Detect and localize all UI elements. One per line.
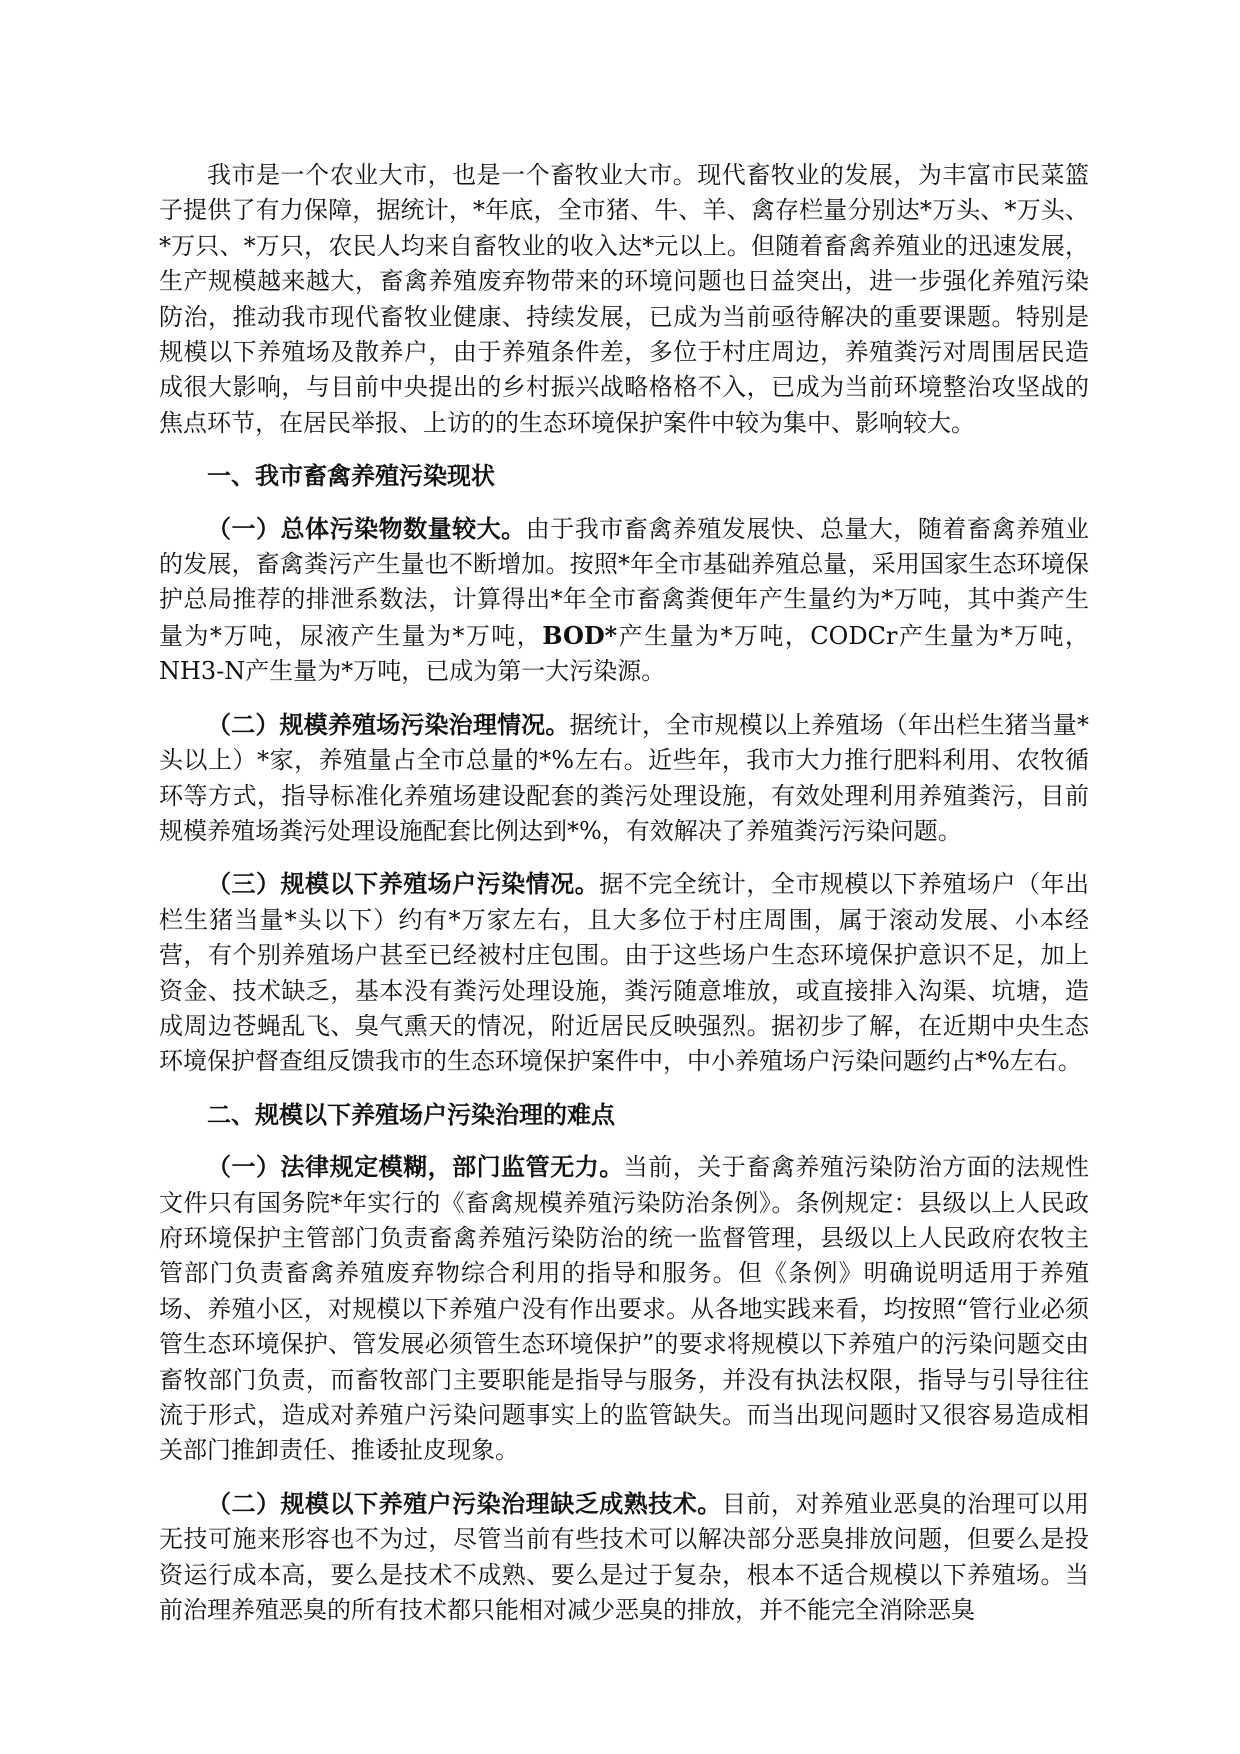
paragraph-lead: （二）规模养殖场污染治理情况。 [207, 709, 570, 739]
paragraph-text: 据统计，全市规模以上养殖场（年出栏生猪当量*头以上）*家，养殖量占全市总量的*%左右。近些年，我市大力推行肥料利用、农牧循环等方式，指导标准化养殖场建设配套的粪污处理设施，有效处理利用养殖粪污，目前规模养殖场粪污处理设施配套比例达到*%，有效解决了养殖粪污污染问题。 [159, 710, 1089, 845]
section-2-paragraph-2 [159, 1486, 1089, 1629]
paragraph-text: 当前，关于畜禽养殖污染防治方面的法规性文件只有国务院*年实行的《畜禽规模养殖污染防治条例》。条例规定：县级以上人民政府环境保护主管部门负责畜禽养殖污染防治的统一监督管理，县级以上人民政府农牧主管部门负责畜禽养殖废弃物综合利用的指导和服务。但《条例》明确说明适用于养殖场、养殖小区，对规模以下养殖户没有作出要求。从各地实践来看，均按照“管行业必须管生态环境保护、管发展必须管生态环境保护”的要求将规模以下养殖户的污染问题交由畜牧部门负责，而畜牧部门主要职能是指导与服务，并没有执法权限，指导与引导往往流于形式，造成对养殖户污染问题事实上的监管缺失。而当出现问题时又很容易造成相关部门推卸责任、推诿扯皮现象。 [159, 1153, 1090, 1465]
intro-paragraph: 我市是一个农业大市，也是一个畜牧业大市。现代畜牧业的发展，为丰富市民菜篮子提供了有力保障，据统计，*年底，全市猪、牛、羊、禽存栏量分别达*万头、*万头、*万只、*万只，农民人均来自畜牧业的收入达*元以上。但随着畜禽养殖业的迅速发展，生产规模越来越大，畜禽养殖废弃物带来的环境问题也日益突出，进一步强化养殖污染防治，推动我市现代畜牧业健康、持续发展，已成为当前亟待解决的重要课题。特别是规模以下养殖场及散养户，由于养殖条件差，多位于村庄周边，养殖粪污对周围居民造成很大影响，与目前中央提出的乡村振兴战略格格不入，已成为当前环境整治攻坚战的焦点环节，在居民举报、上访的的生态环境保护案件中较为集中、影响较大。 [159, 161, 1089, 437]
section-1-paragraph-3 [159, 866, 1089, 1079]
section-1-heading: 一、我市畜禽养殖污染现状 [207, 461, 495, 491]
section-2-paragraph-1 [159, 1149, 1089, 1469]
paragraph-lead: （二）规模以下养殖户污染治理缺乏成熟技术。 [207, 1488, 722, 1518]
section-2-heading: 二、规模以下养殖场户污染治理的难点 [207, 1099, 615, 1129]
paragraph-text: 据不完全统计，全市规模以下养殖场户（年出栏生猪当量*头以下）约有*万家左右，且大多位于村庄周围，属于滚动发展、小本经营，有个别养殖场户甚至已经被村庄包围。由于这些场户生态环境保护意识不足，加上资金、技术缺乏，基本没有粪污处理设施，粪污随意堆放，或直接排入沟渠、坑塘，造成周边苍蝇乱飞、臭气熏天的情况，附近居民反映强烈。据初步了解，在近期中央生态环境保护督查组反馈我市的生态环境保护案件中，中小养殖场户污染问题约占*%左右。 [159, 870, 1090, 1076]
paragraph-lead: （三）规模以下养殖场户污染情况。 [207, 869, 600, 899]
paragraph-lead: （一）法律规定模糊，部门监管无力。 [207, 1152, 624, 1182]
paragraph-text: 由于我市畜禽养殖发展快、总量大，随着畜禽养殖业的发展，畜禽粪污产生量也不断增加。按照*年全市基础养殖总量，采用国家生态环境保护总局推荐的排泄系数法，计算得出*年全市畜禽粪便年产生量约为*万吨，其中粪产生量为*万吨，尿液产生量为*万吨， [159, 514, 1090, 650]
paragraph-lead: （一）总体污染物数量较大。 [207, 513, 526, 543]
bod-term: BOD* [542, 620, 618, 650]
section-1-paragraph-1 [159, 511, 1089, 690]
document-page [159, 158, 1089, 1645]
paragraph-text: 目前，对养殖业恶臭的治理可以用无技可施来形容也不为过，尽管当前有些技术可以解决部分恶臭排放问题，但要么是投资运行成本高，要么是技术不成熟、要么是过于复杂，根本不适合规模以下养殖场。当前治理养殖恶臭的所有技术都只能相对减少恶臭的排放，并不能完全消除恶臭 [159, 1489, 1090, 1625]
section-1-paragraph-2 [159, 707, 1089, 850]
paragraph-text: 产生量为*万吨，CODCr产生量为*万吨，NH3-N产生量为*万吨，已成为第一大污染源。 [159, 621, 1089, 686]
